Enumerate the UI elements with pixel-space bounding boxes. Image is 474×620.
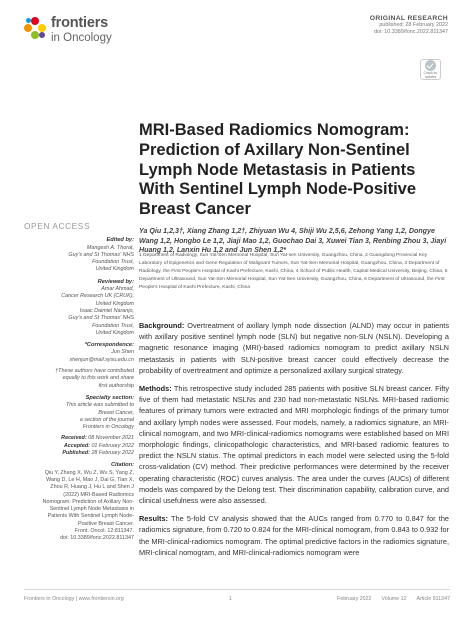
logo-dot bbox=[31, 31, 39, 39]
reviewer-line: Cancer Research UK (CRUK), bbox=[61, 293, 134, 300]
footer-volume: Volume 12 bbox=[381, 596, 407, 602]
article-meta bbox=[370, 15, 448, 37]
journal-logo[interactable] bbox=[24, 16, 112, 44]
edited-by-heading: Edited by: bbox=[106, 237, 134, 244]
background-text: Overtreatment of axillary lymph node dissection (ALND) may occur in patients with axillary positive sentinel lymph node (SLN) but negative non-SLN (NSLN). Developing a magnetic resonance imaging (MRI)-based radiomics nomogram to predict axillary NSLN metastasis in patients with SLN-positive breast cancer could effectively decrease the probability of overtreatment and optimize a personalized axillary surgical strategy. bbox=[139, 321, 449, 375]
received-row bbox=[24, 435, 134, 442]
accepted-label: Accepted: bbox=[63, 442, 90, 449]
accepted-date: 01 February 2022 bbox=[91, 442, 134, 449]
citation-line: Sentinel Lymph Node Metastasis in bbox=[49, 506, 134, 513]
correspondence-heading: *Correspondence: bbox=[84, 342, 134, 349]
badge-label: Check for updates bbox=[423, 71, 438, 79]
article-sidebar bbox=[24, 223, 134, 543]
note-line: †These authors have contributed bbox=[55, 368, 134, 375]
received-date: 08 November 2021 bbox=[88, 435, 134, 442]
methods-label: Methods: bbox=[139, 384, 172, 394]
editor-line: United Kingdom bbox=[95, 266, 134, 273]
edited-by-text bbox=[24, 245, 134, 274]
specialty-text bbox=[24, 402, 134, 431]
reviewer-line: Foundation Trust, bbox=[92, 322, 134, 329]
reviewer-line: Guy's and St Thomas' NHS bbox=[68, 315, 134, 322]
results-text: The 5-fold CV analysis showed that the AUCs ranged from 0.770 to 0.847 for the radiomics signature, from 0.720 to 0.824 for the MRI-clinical nomogram, from 0.843 to 0.932 for the MRI-clinical-radiomics nomogram. The optimal predictive factors in the radiomics signature, MRI-clinical nomogram, and MRI-clinical-radiomics nomogram were bbox=[139, 514, 449, 557]
logo-dot bbox=[24, 24, 32, 32]
accepted-row bbox=[24, 443, 134, 450]
methods-text: This retrospective study included 285 patients with positive SLN breast cancer. Fifty five of them had metastatic NSLNs and 230 had non-metastatic NSLNs. MRI-based radiomic features of primary tumors were extracted and MRI morphologic findings of the primary tumor and axillary lymph nodes were assessed. Four models, namely, a radiomics signature, an MRI-clinical nomogram, and two MRI-clinical-radiomics nomograms were established based on MRI morphologic findings, clinicopathologic characteristics, and MRI-based radiomic features to predict the NSLN status. The optimal predictors in each model were selected using the 5-fold cross-validation (CV) method. Their predictive performances were determined by the receiver operating characteristic (ROC) curves analysis. The area under the curves (AUCs) of different models was compared by the Delong test. Their discrimination capability, calibration curve, and clinical usefulness were also assessed. bbox=[139, 384, 449, 506]
logo-dot bbox=[31, 17, 39, 25]
citation-heading: Citation: bbox=[110, 462, 134, 469]
logo-dot bbox=[39, 32, 45, 38]
page-footer bbox=[24, 589, 450, 602]
specialty-heading: Specialty section: bbox=[85, 394, 134, 401]
reviewer-line: United Kingdom bbox=[95, 300, 134, 307]
check-for-updates-badge[interactable] bbox=[420, 59, 441, 80]
editor-line: Guy's and St Thomas' NHS bbox=[68, 251, 134, 258]
published-date: published: 28 February 2022 bbox=[379, 22, 448, 28]
citation-text bbox=[24, 470, 134, 543]
citation-line: Zhou R, Huang J, Hu L and Shen J bbox=[50, 484, 134, 491]
specialty-line: Frontiers in Oncology bbox=[82, 424, 134, 431]
reviewer-line: United Kingdom bbox=[95, 329, 134, 336]
equal-contribution-note bbox=[24, 368, 134, 390]
open-access-label: OPEN ACCESS bbox=[24, 221, 91, 231]
footer-date: February 2022 bbox=[337, 596, 372, 602]
citation-line: Positive Breast Cancer. bbox=[77, 520, 134, 527]
note-line: first authorship bbox=[98, 382, 134, 389]
article-type: ORIGINAL RESEARCH bbox=[369, 15, 448, 22]
editor-line: Foundation Trust, bbox=[92, 259, 134, 266]
citation-doi[interactable]: doi: 10.3389/fonc.2022.811347 bbox=[60, 535, 134, 542]
doi-link[interactable]: doi: 10.3389/fonc.2022.811347 bbox=[374, 29, 448, 36]
correspondence-text bbox=[24, 349, 134, 364]
logo-dot bbox=[38, 24, 46, 32]
abstract-background bbox=[139, 320, 449, 376]
article-title: MRI-Based Radiomics Nomogram: Prediction of Axillary Non-Sentinel Lymph Node Metastasis in Patients With Sentinel Lymph Node-Positive Breast Cancer bbox=[139, 121, 417, 219]
published-label: Published: bbox=[62, 450, 90, 457]
correspondent-name: Jun Shen bbox=[111, 349, 134, 356]
specialty-line: This article was submitted to bbox=[65, 402, 134, 409]
reviewed-by-heading: Reviewed by: bbox=[97, 278, 134, 285]
abstract bbox=[139, 320, 449, 565]
results-label: Results: bbox=[139, 514, 168, 524]
citation-line: Front. Oncol. 12:811347. bbox=[74, 527, 134, 534]
editor-line: Mangesh A. Thorat, bbox=[86, 244, 134, 251]
citation-line: (2022) MRI-Based Radiomics bbox=[63, 491, 134, 498]
correspondent-email[interactable]: shenjun@mail.sysu.edu.cn bbox=[69, 356, 134, 363]
reviewer-line: Amar Ahmad, bbox=[101, 286, 134, 293]
background-label: Background: bbox=[139, 321, 185, 330]
specialty-line: a section of the journal bbox=[79, 416, 134, 423]
page-number: 1 bbox=[228, 596, 232, 602]
citation-line: Qiu Y, Zhang X, Wu Z, Wu S, Yang Z, bbox=[44, 469, 134, 476]
footer-right bbox=[337, 596, 450, 602]
abstract-methods bbox=[139, 383, 449, 506]
citation-line: Wang D, Le H, Mao J, Dai G, Tian X, bbox=[46, 476, 134, 483]
author-list: Ya Qiu 1,2,3†, Xiang Zhang 1,2†, Zhiyuan Wu 4, Shiji Wu 2,5,6, Zehong Yang 1,2, Dongye Wang 1,2, Hongbo Le 1,2, Jiaji Mao 1,2, Guochao Dai 3, Xuwei Tian 3, Renbing Zhou 3, Jiayi Huang 1,2, Lanxin Hu 1,2 and Jun Shen 1,2* bbox=[139, 227, 447, 254]
published-row bbox=[24, 450, 134, 457]
footer-article: Article 811347 bbox=[416, 596, 450, 602]
check-icon bbox=[425, 60, 436, 71]
affiliations: 1 Department of Radiology, Sun Yat-Sen Memorial Hospital, Sun Yat-sen University, Guangzhou, China, 2 Guangdong Provincial Key Laboratory of Epigenetics and Gene Regulation of Malignant Tumors, Sun Yat-Sen Memorial Hospital, Guangzhou, China, 3 Department of Radiology, the First People's Hospital of Kashi Prefecture, Kashi, China, 4 School of Public Health, Capital Medical University, Beijing, China, 5 Department of Ultrasound, Sun Yat-Sen Memorial Hospital, Sun Yat-Sen University, Guangzhou, China, 6 Department of Ultrasound, the First People's Hospital of Kashi Prefecture, Kashi, China bbox=[139, 253, 448, 291]
reviewed-by-text bbox=[24, 286, 134, 337]
received-label: Received: bbox=[61, 435, 87, 442]
citation-line: Nomogram: Prediction of Axillary Non- bbox=[42, 498, 134, 505]
footer-journal[interactable]: Frontiers in Oncology | www.frontiersin.org bbox=[24, 596, 124, 602]
abstract-results bbox=[139, 513, 449, 558]
published-date-sidebar: 28 February 2022 bbox=[91, 450, 134, 457]
logo-dot bbox=[26, 18, 31, 23]
reviewer-line: Isaac Daimiel Naranjo, bbox=[79, 307, 134, 314]
specialty-line: Breast Cancer, bbox=[98, 409, 134, 416]
journal-name: in Oncology bbox=[51, 32, 112, 45]
frontiers-logo-icon bbox=[24, 17, 46, 39]
citation-line: Patients With Sentinel Lymph Node- bbox=[47, 513, 134, 520]
note-line: equally to this work and share bbox=[62, 375, 134, 382]
journal-publisher: frontiers bbox=[51, 15, 109, 31]
